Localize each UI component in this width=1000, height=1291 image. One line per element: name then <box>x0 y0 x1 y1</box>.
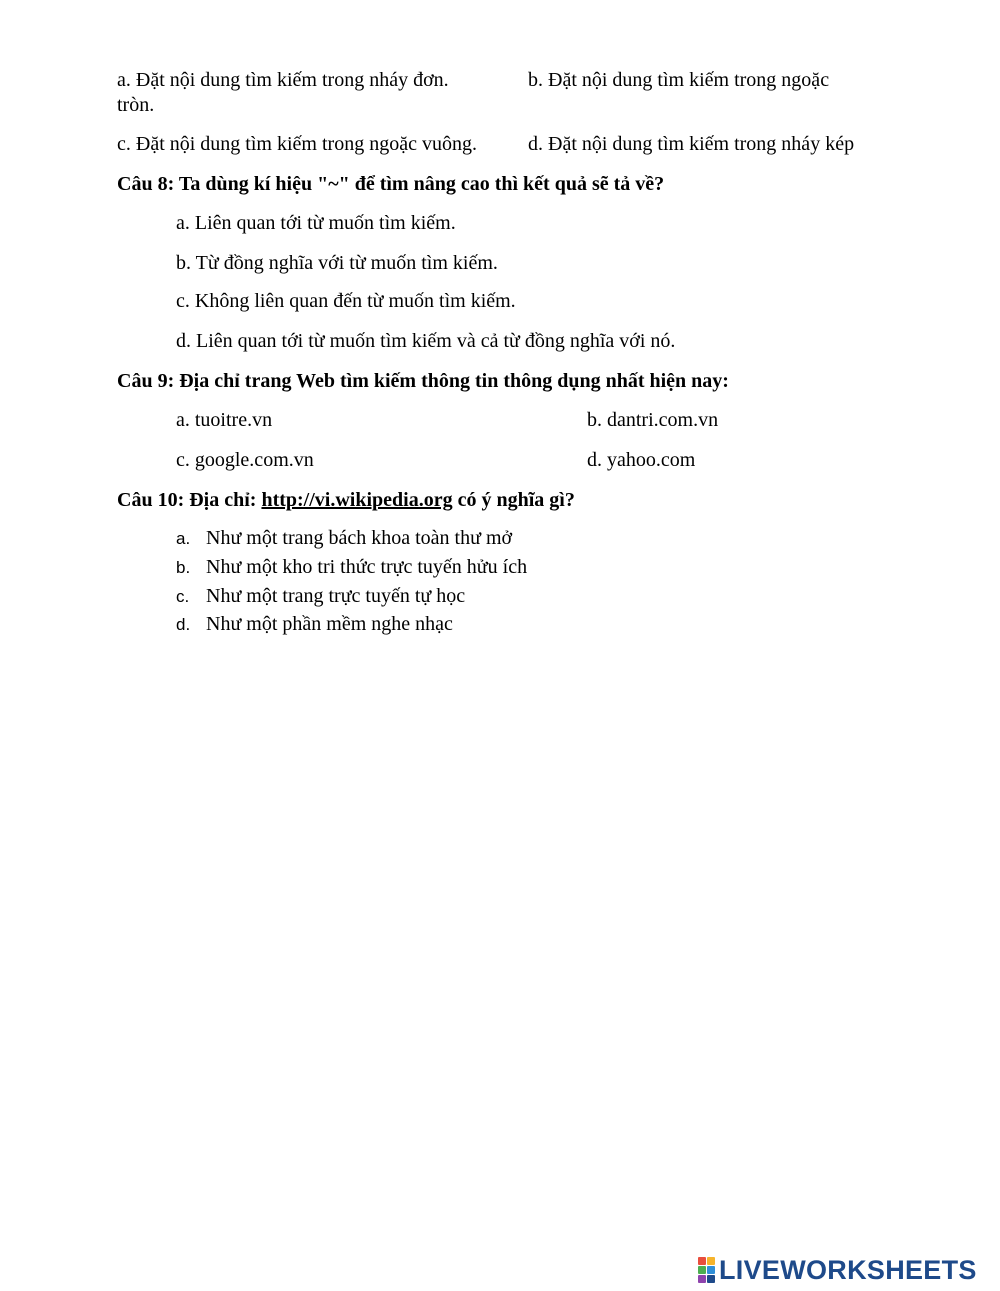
list-item-text: Như một kho tri thức trực tuyến hửu ích <box>206 556 528 578</box>
q7-option-b-continuation: tròn. <box>117 94 155 116</box>
q10-question-suffix: có ý nghĩa gì? <box>452 489 575 511</box>
q9-option-d: d. yahoo.com <box>587 449 696 471</box>
q8-question: Câu 8: Ta dùng kí hiệu "~" để tìm nâng cao thì kết quả sẽ tả về? <box>117 173 665 195</box>
q10-option-c <box>176 584 465 609</box>
list-item-text: Như một trang trực tuyến tự học <box>206 585 466 607</box>
q9-option-a: a. tuoitre.vn <box>176 409 273 431</box>
list-marker: b. <box>176 558 191 577</box>
q8-option-c: c. Không liên quan đến từ muốn tìm kiếm. <box>176 290 516 312</box>
q10-question-prefix: Câu 10: Địa chỉ: <box>117 489 262 511</box>
q9-option-b: b. dantri.com.vn <box>587 409 719 431</box>
list-item-text: Như một phần mềm nghe nhạc <box>206 613 453 635</box>
list-item-text: Như một trang bách khoa toàn thư mở <box>206 527 513 549</box>
q8-option-d: d. Liên quan tới từ muốn tìm kiếm và cả từ đồng nghĩa với nó. <box>176 330 676 352</box>
list-marker: a. <box>176 529 191 548</box>
q7-option-d: d. Đặt nội dung tìm kiếm trong nháy kép <box>528 133 855 155</box>
logo-text: LIVEWORKSHEETS <box>719 1254 977 1285</box>
q10-option-b <box>176 555 527 580</box>
q9-option-c: c. google.com.vn <box>176 449 314 471</box>
q8-option-b: b. Từ đồng nghĩa với từ muốn tìm kiếm. <box>176 252 498 274</box>
liveworksheets-logo <box>698 1254 977 1286</box>
q8-option-a: a. Liên quan tới từ muốn tìm kiếm. <box>176 212 456 234</box>
list-marker: c. <box>176 587 190 606</box>
logo-mark-icon <box>698 1257 715 1283</box>
q10-option-a <box>176 526 512 551</box>
q7-option-a: a. Đặt nội dung tìm kiếm trong nháy đơn. <box>117 69 449 91</box>
q9-question: Câu 9: Địa chỉ trang Web tìm kiếm thông tin thông dụng nhất hiện nay: <box>117 370 729 392</box>
q7-option-b: b. Đặt nội dung tìm kiếm trong ngoặc <box>528 69 830 91</box>
q10-option-d <box>176 612 453 637</box>
q7-option-c: c. Đặt nội dung tìm kiếm trong ngoặc vuông. <box>117 133 477 155</box>
list-marker: d. <box>176 615 191 634</box>
wikipedia-link[interactable]: http://vi.wikipedia.org <box>261 489 453 511</box>
q10-question <box>117 488 575 512</box>
